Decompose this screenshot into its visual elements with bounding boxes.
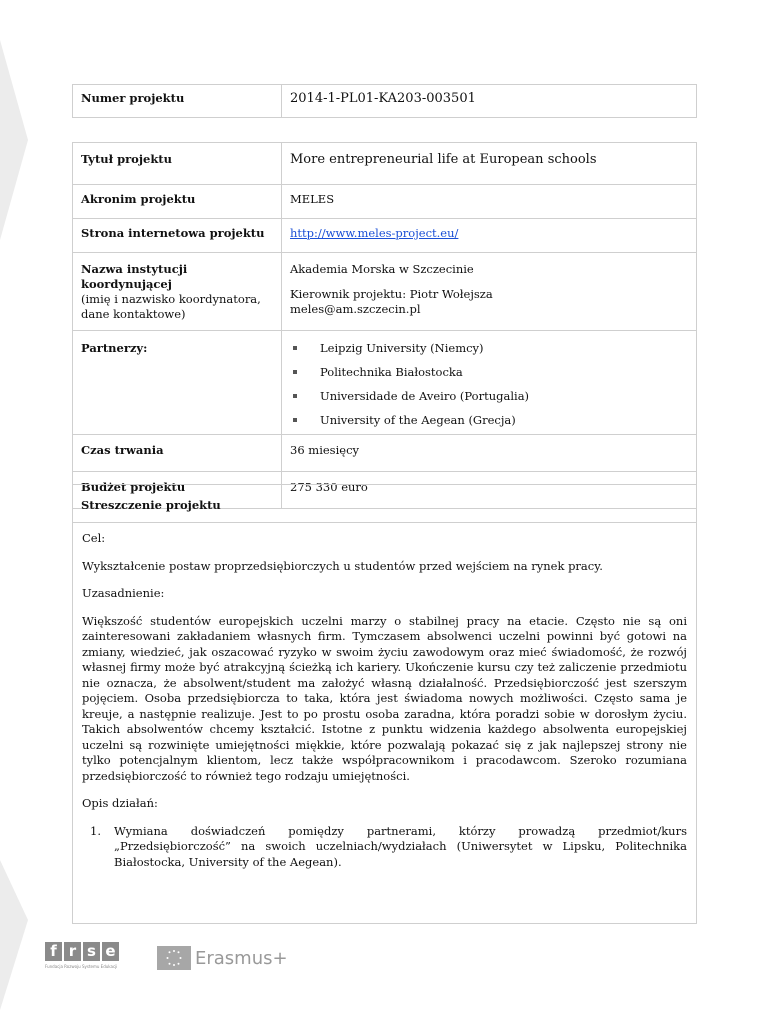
activity-number: 1. xyxy=(90,823,101,838)
goal-label: Cel: xyxy=(82,531,106,545)
erasmus-logo-text: Erasmus+ xyxy=(195,948,288,969)
project-number-label: Numer projektu xyxy=(73,85,282,118)
justification-label: Uzasadnienie: xyxy=(82,586,165,600)
duration-value: 36 miesięcy xyxy=(282,435,697,472)
summary-heading: Streszczenie projektu xyxy=(73,485,696,523)
table-row xyxy=(73,435,697,472)
activity-text: Wymiana doświadczeń pomiędzy partnerami, którzy prowadzą przedmiot/kurs „Przedsiębiorczość” na swoich uczelniach/wydziałach (Uniwersytet w Lipsku, Politechnika Białostocka, University of the Aegean). xyxy=(114,823,687,869)
project-number-table xyxy=(72,84,697,118)
acronym-label: Akronim projektu xyxy=(73,185,282,219)
justification-text: Większość studentów europejskich uczelni marzy o stabilnej pracy na etacie. Często nie są oni zainteresowani zakładaniem własnych firm. Tymczasem absolwenci uczelni powinni być gotowi na zmiany, wiedzieć, jak oszacować ryzyko w swoim życiu zawodowym oraz mieć świadomość, że rozwój własnej firmy może być atrakcyjną ścieżką ich kariery. Ukończenie kursu czy też zaliczenie przedmiotu nie oznacza, że absolwent/student ma założyć własną działalność. Przedsiębiorczość jest szerszym pojęciem. Osoba przedsiębiorcza to taka, która jest świadoma nowych możliwości. Często sama je kreuje, a następnie realizuje. Jest to po prostu osoba zaradna, która poradzi sobie w dorosłym życiu. Takich absolwentów chcemy kształcić. Istotne z punktu widzenia każdego absolwenta europejskiej uczelni są rozwinięte umiejętności miękkie, które pozwalają pokazać się z jak najlepszej strony nie tylko potencjalnym klientom, lecz także współpracownikom i pracodawcom. Szeroko rozumiana przedsiębiorczość to również tego rodzaju umiejętności. xyxy=(82,613,687,783)
partners-value-cell xyxy=(282,331,697,435)
title-label: Tytuł projektu xyxy=(73,143,282,185)
list-item: Leipzig University (Niemcy) xyxy=(290,341,686,365)
coordinator-institution: Akademia Morska w Szczecinie xyxy=(290,262,474,276)
coordinator-label-cell xyxy=(73,253,282,331)
frse-letter: r xyxy=(64,942,81,961)
table-row xyxy=(73,143,697,185)
website-label: Strona internetowa projektu xyxy=(73,219,282,253)
coordinator-value-cell xyxy=(282,253,697,331)
coordinator-sublabel: (imię i nazwisko koordynatora, dane kontaktowe) xyxy=(81,292,261,321)
acronym-value: MELES xyxy=(282,185,697,219)
frse-letter: e xyxy=(102,942,119,961)
decorative-corner-bottom xyxy=(0,860,28,1010)
summary-section xyxy=(72,484,697,924)
list-item: Politechnika Białostocka xyxy=(290,365,686,389)
website-link[interactable]: http://www.meles-project.eu/ xyxy=(290,226,459,240)
list-item: Universidade de Aveiro (Portugalia) xyxy=(290,389,686,413)
frse-letter: s xyxy=(83,942,100,961)
activity-item xyxy=(90,824,687,871)
list-item: University of the Aegean (Grecja) xyxy=(290,413,686,429)
partners-list xyxy=(290,341,686,429)
summary-body xyxy=(73,523,696,870)
table-row xyxy=(73,331,697,435)
coordinator-label: Nazwa instytucji koordynującej xyxy=(81,262,188,291)
frse-letter: f xyxy=(45,942,62,961)
table-row xyxy=(73,85,697,118)
title-value: More entrepreneurial life at European schools xyxy=(282,143,697,185)
budget-value: 275 330 euro xyxy=(282,472,697,509)
frse-logo xyxy=(45,942,119,961)
budget-label: Budżet projektu xyxy=(73,472,282,509)
decorative-corner-top xyxy=(0,40,28,240)
project-info-table xyxy=(72,142,697,509)
eu-flag-icon xyxy=(157,946,191,970)
coordinator-manager: Kierownik projektu: Piotr Wołejsza xyxy=(290,287,493,301)
project-number-value: 2014-1-PL01-KA203-003501 xyxy=(282,85,697,118)
goal-text: Wykształcenie postaw proprzedsiębiorczych u studentów przed wejściem na rynek pracy. xyxy=(82,558,603,573)
table-row xyxy=(73,253,697,331)
table-row xyxy=(73,219,697,253)
table-row xyxy=(73,185,697,219)
coordinator-email: meles@am.szczecin.pl xyxy=(290,302,421,316)
partners-label: Partnerzy: xyxy=(73,331,282,435)
frse-caption: Fundacja Rozwoju Systemu Edukacji xyxy=(45,964,118,969)
duration-label: Czas trwania xyxy=(73,435,282,472)
activities-label: Opis działań: xyxy=(82,796,158,810)
